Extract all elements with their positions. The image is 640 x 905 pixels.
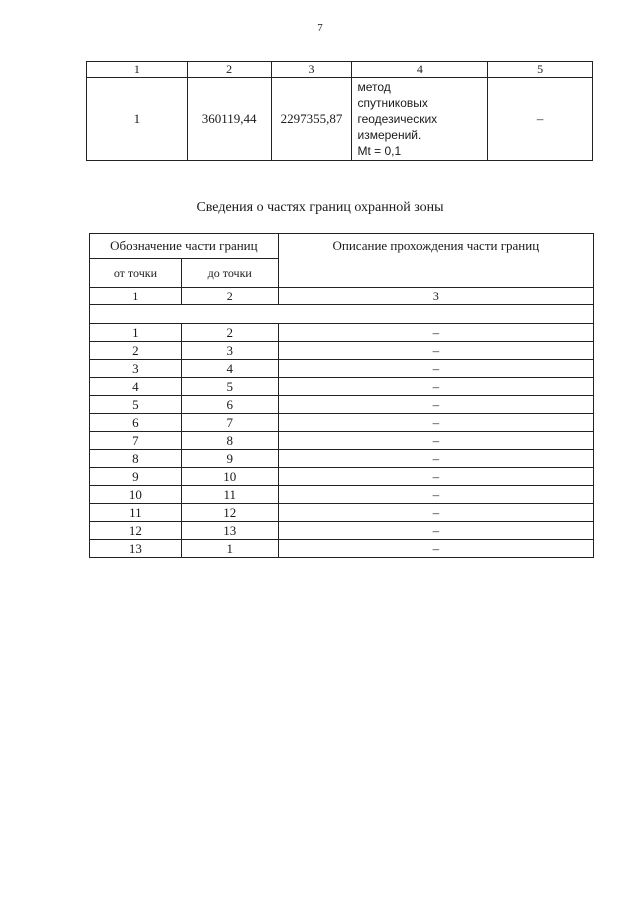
to-point: 6 (181, 396, 278, 414)
column-numbers-row (90, 288, 594, 305)
segment-description: – (278, 450, 593, 468)
from-point: 8 (90, 450, 182, 468)
table-row (90, 360, 594, 378)
table-row (90, 342, 594, 360)
segment-description: – (278, 342, 593, 360)
table-row (90, 324, 594, 342)
to-point: 9 (181, 450, 278, 468)
column-number-2: 2 (187, 62, 271, 78)
empty-row (90, 305, 594, 324)
from-point: 3 (90, 360, 182, 378)
method-line: метод (357, 80, 391, 94)
column-number-4: 4 (352, 62, 488, 78)
from-point: 1 (90, 324, 182, 342)
from-point: 12 (90, 522, 182, 540)
from-point: 13 (90, 540, 182, 558)
boundary-parts-rows (90, 324, 594, 558)
segment-description: – (278, 414, 593, 432)
segment-description: – (278, 432, 593, 450)
boundary-parts-header (90, 234, 594, 259)
to-point: 1 (181, 540, 278, 558)
header-designation: Обозначение части границ (90, 234, 279, 259)
table-row (90, 432, 594, 450)
table-row (90, 540, 594, 558)
header-from-point: от точки (90, 259, 182, 288)
determination-method (352, 78, 488, 161)
table-row (90, 414, 594, 432)
table-row (90, 378, 594, 396)
method-line: измерений. (357, 128, 422, 142)
method-line: спутниковых (357, 96, 428, 110)
from-point: 9 (90, 468, 182, 486)
point-description: – (488, 78, 593, 161)
coordinates-table-header (87, 62, 593, 78)
segment-description: – (278, 360, 593, 378)
column-number-3: 3 (271, 62, 352, 78)
from-point: 6 (90, 414, 182, 432)
from-point: 7 (90, 432, 182, 450)
page-number: 7 (317, 22, 323, 34)
table-row (90, 468, 594, 486)
column-number-1: 1 (87, 62, 188, 78)
empty-cell (90, 305, 594, 324)
section-title: Сведения о частях границ охранной зоны (196, 200, 444, 215)
segment-description: – (278, 396, 593, 414)
to-point: 11 (181, 486, 278, 504)
segment-description: – (278, 540, 593, 558)
from-point: 11 (90, 504, 182, 522)
column-number-1: 1 (90, 288, 182, 305)
coordinate-x: 360119,44 (187, 78, 271, 161)
coordinate-y: 2297355,87 (271, 78, 352, 161)
from-point: 2 (90, 342, 182, 360)
segment-description: – (278, 486, 593, 504)
segment-description: – (278, 324, 593, 342)
segment-description: – (278, 504, 593, 522)
table-row (87, 78, 593, 161)
table-row (90, 504, 594, 522)
header-description: Описание прохождения части границ (278, 234, 593, 288)
to-point: 2 (181, 324, 278, 342)
coordinates-table (86, 61, 593, 161)
header-to-point: до точки (181, 259, 278, 288)
to-point: 12 (181, 504, 278, 522)
from-point: 10 (90, 486, 182, 504)
method-line: Mt = 0,1 (357, 144, 402, 158)
table-row (90, 522, 594, 540)
boundary-parts-table (89, 233, 594, 558)
to-point: 5 (181, 378, 278, 396)
segment-description: – (278, 468, 593, 486)
to-point: 7 (181, 414, 278, 432)
to-point: 3 (181, 342, 278, 360)
to-point: 8 (181, 432, 278, 450)
segment-description: – (278, 378, 593, 396)
to-point: 10 (181, 468, 278, 486)
method-line: геодезических (357, 112, 438, 126)
to-point: 13 (181, 522, 278, 540)
to-point: 4 (181, 360, 278, 378)
table-row (90, 396, 594, 414)
segment-description: – (278, 522, 593, 540)
column-number-5: 5 (488, 62, 593, 78)
from-point: 4 (90, 378, 182, 396)
table-row (90, 486, 594, 504)
column-number-2: 2 (181, 288, 278, 305)
from-point: 5 (90, 396, 182, 414)
table-row (90, 450, 594, 468)
point-number: 1 (87, 78, 188, 161)
column-number-3: 3 (278, 288, 593, 305)
